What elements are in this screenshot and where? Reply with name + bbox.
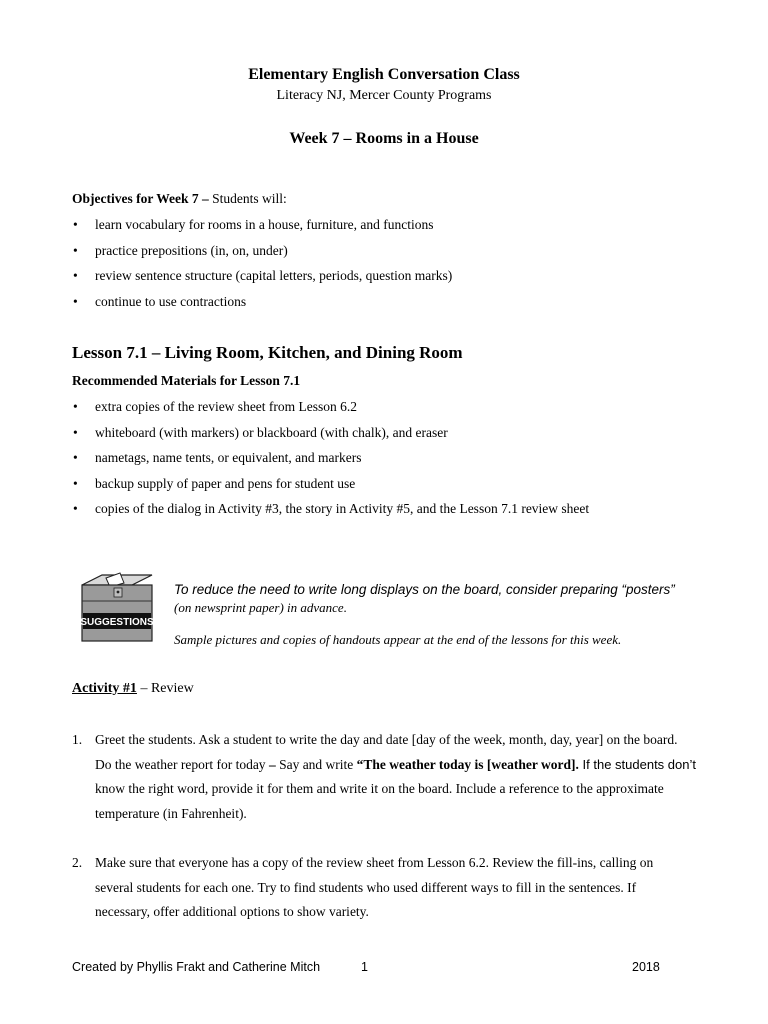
materials-list: [72, 398, 712, 526]
activity-label: Activity #1: [72, 681, 137, 696]
page-number: 1: [361, 960, 368, 974]
step-text-line: Do the weather report for today – Say and write “The weather today is [weather word]. If the students don’t: [95, 756, 696, 772]
step-text: several students for each one. Try to find students who used different ways to fill in the sentences. If: [95, 879, 637, 895]
activity-step: [72, 728, 712, 826]
week-title: Week 7 – Rooms in a House: [289, 130, 479, 147]
objectives-heading-label: Objectives for Week 7 –: [72, 191, 209, 206]
activity-heading: [72, 681, 194, 697]
objectives-list: [72, 216, 712, 318]
objectives-heading: [72, 191, 287, 207]
step-text: Make sure that everyone has a copy of the review sheet from Lesson 6.2. Review the fill-ins, calling on: [95, 855, 654, 870]
objectives-heading-text: Students will:: [208, 191, 287, 206]
material-item: • backup supply of paper and pens for student use: [72, 475, 712, 501]
document-title: Elementary English Conversation Class: [248, 66, 520, 83]
step-text: Greet the students. Ask a student to write the day and date [day of the week, month, day, year] on the board.: [95, 732, 678, 747]
step-text: necessary, offer additional options to show variety.: [95, 904, 369, 919]
document-subtitle: Literacy NJ, Mercer County Programs: [276, 88, 492, 103]
activity-step: [72, 851, 712, 925]
objective-item: • continue to use contractions: [72, 293, 712, 319]
material-item: • nametags, name tents, or equivalent, and markers: [72, 449, 712, 475]
step-text: know the right word, provide it for them and write it on the board. Include a reference to the approximate: [95, 781, 664, 796]
material-item: • extra copies of the review sheet from Lesson 6.2: [72, 398, 712, 424]
suggestion-text: (on newsprint paper) in advance.: [174, 600, 347, 615]
material-item: • whiteboard (with markers) or blackboard (with chalk), and eraser: [72, 424, 712, 450]
step-number: 1.: [72, 732, 83, 747]
suggestion-box-icon: [76, 571, 158, 643]
footer-year: 2018: [632, 960, 660, 974]
footer-credit: Created by Phyllis Frakt and Catherine Mitch: [72, 960, 321, 974]
lesson-heading: Lesson 7.1 – Living Room, Kitchen, and Dining Room: [72, 343, 463, 362]
materials-heading: Recommended Materials for Lesson 7.1: [72, 373, 301, 388]
suggestion-text: Sample pictures and copies of handouts appear at the end of the lessons for this week.: [174, 632, 622, 647]
suggestion-text: To reduce the need to write long displays on the board, consider preparing “posters”: [174, 582, 675, 597]
step-number: 2.: [72, 855, 83, 870]
objective-item: • practice prepositions (in, on, under): [72, 242, 712, 268]
activity-title: – Review: [136, 681, 194, 696]
objective-item: • learn vocabulary for rooms in a house, furniture, and functions: [72, 216, 712, 242]
material-item: • copies of the dialog in Activity #3, the story in Activity #5, and the Lesson 7.1 review sheet: [72, 500, 712, 526]
suggestion-box-label: SUGGESTIONS: [80, 617, 154, 628]
objective-item: • review sentence structure (capital letters, periods, question marks): [72, 267, 712, 293]
step-text: temperature (in Fahrenheit).: [95, 805, 247, 821]
